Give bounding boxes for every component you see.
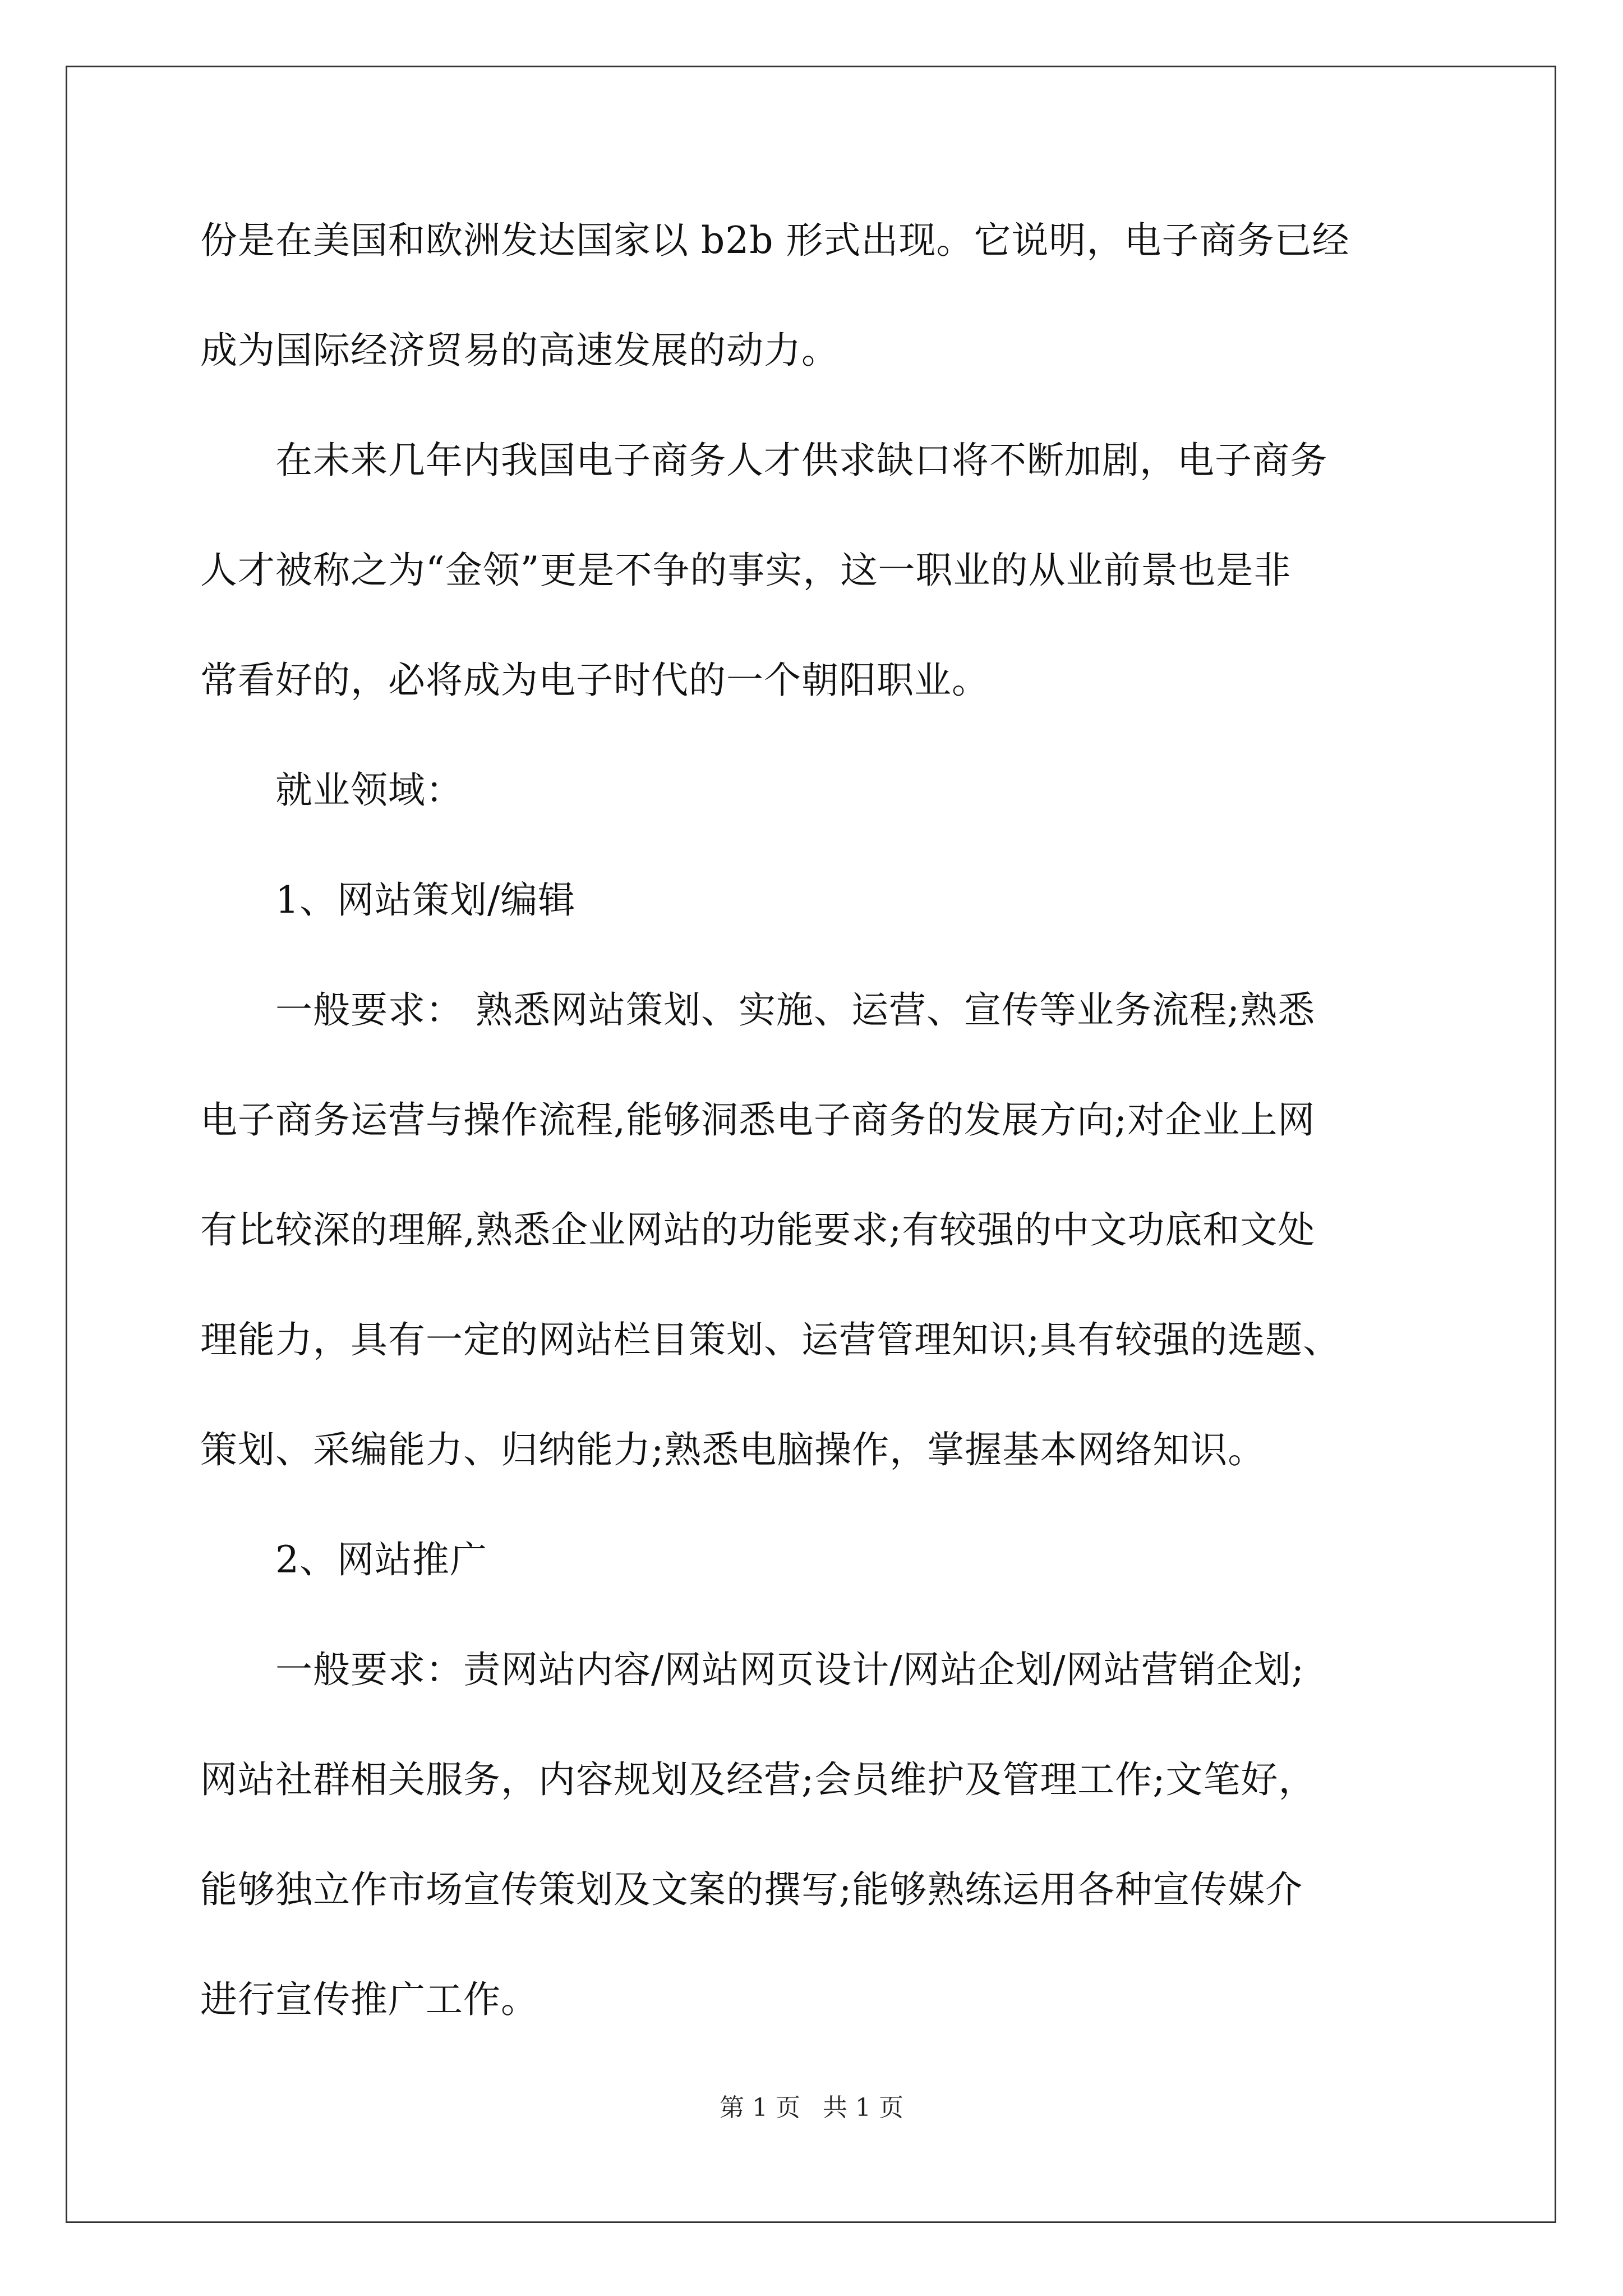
paragraph-line: 策划、采编能力、归纳能力;熟悉电脑操作，掌握基本网络知识。 [200, 1428, 1266, 1471]
paragraph-line: 理能力，具有一定的网站栏目策划、运营管理知识;具有较强的选题、 [200, 1318, 1341, 1361]
paragraph-line: 一般要求：责网站内容/网站网页设计/网站企划/网站营销企划; [275, 1648, 1304, 1691]
paragraph-line: 人才被称之为“金领”更是不争的事实，这一职业的从业前景也是非 [200, 549, 1292, 592]
page-number: 第 1 页 [720, 2093, 800, 2122]
paragraph-line: 份是在美国和欧洲发达国家以 b2b 形式出现。它说明，电子商务已经 [200, 219, 1350, 262]
paragraph-line: 在未来几年内我国电子商务人才供求缺口将不断加剧，电子商务 [275, 439, 1327, 482]
paragraph-line: 一般要求： 熟悉网站策划、实施、运营、宣传等业务流程;熟悉 [275, 988, 1316, 1032]
paragraph-line: 成为国际经济贸易的高速发展的动力。 [200, 329, 839, 372]
paragraph-line: 电子商务运营与操作流程,能够洞悉电子商务的发展方向;对企业上网 [200, 1098, 1316, 1142]
paragraph-line: 能够独立作市场宣传策划及文案的撰写;能够熟练运用各种宣传媒介 [200, 1868, 1303, 1911]
section-heading: 就业领域： [275, 769, 463, 812]
document-body [200, 213, 1428, 2027]
paragraph-line: 有比较深的理解,熟悉企业网站的功能要求;有较强的中文功底和文处 [200, 1208, 1316, 1251]
paragraph-line: 进行宣传推广工作。 [200, 1978, 538, 2021]
section-heading: 2、网站推广 [275, 1538, 487, 1581]
section-heading: 1、网站策划/编辑 [275, 878, 576, 922]
paragraph-line: 常看好的，必将成为电子时代的一个朝阳职业。 [200, 659, 989, 702]
page-total: 共 1 页 [823, 2093, 903, 2122]
paragraph-line: 网站社群相关服务，内容规划及经营;会员维护及管理工作;文笔好， [200, 1758, 1316, 1801]
page-footer [0, 2091, 1623, 2125]
